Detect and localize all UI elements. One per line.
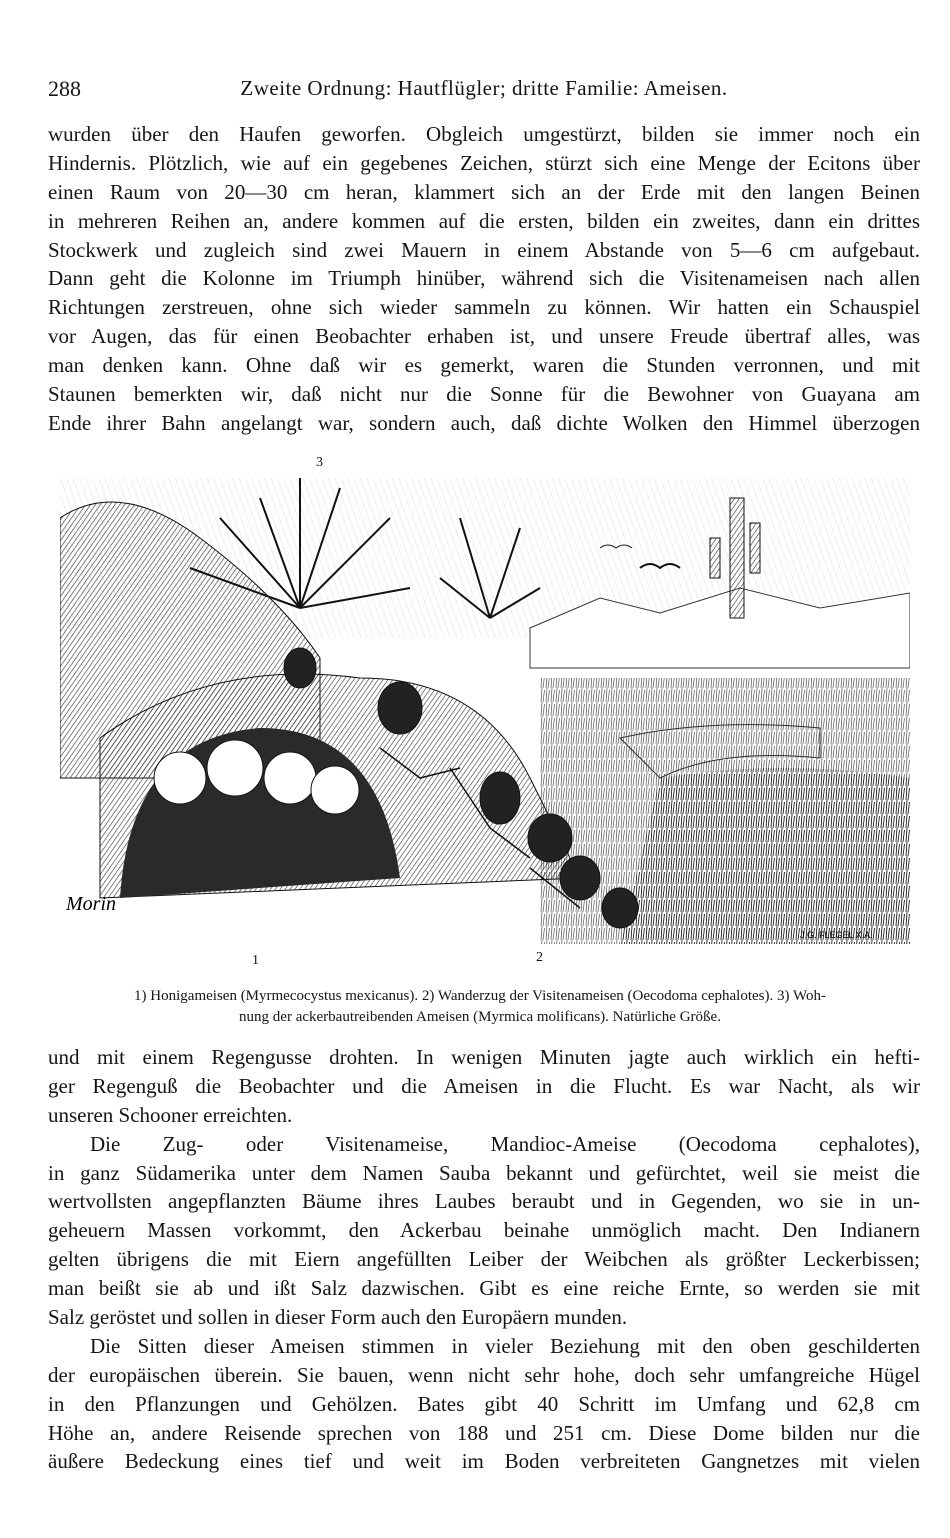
- text-line: man denken kann. Ohne daß wir es gemerkt, waren die Stunden verronnen, und mit: [48, 353, 920, 378]
- text-line: Richtungen zerstreuen, ohne sich wieder sammeln zu können. Wir hatten ein Schauspiel: [48, 295, 920, 320]
- paragraph-bottom: [48, 1043, 920, 1476]
- text-line: wertvollsten angepflanzten Bäume ihres Laubes beraubt und in Gegenden, wo sie in un-: [48, 1189, 920, 1214]
- page-number: 288: [48, 76, 81, 101]
- illustration-ant-landscape: [60, 478, 910, 944]
- artist-signature: Morin: [66, 893, 116, 915]
- figure-caption: [40, 986, 920, 1028]
- text-line: Stockwerk und zugleich sind zwei Mauern in einem Abstande von 5—6 cm aufgebaut.: [48, 237, 920, 262]
- text-line: Die Sitten dieser Ameisen stimmen in vieler Beziehung mit den oben geschilderten: [90, 1333, 920, 1358]
- text-line: in mehreren Reihen an, andere kommen auf die ersten, bilden ein zweites, dann ein drittes: [48, 208, 920, 233]
- text-line: der europäischen überein. Sie bauen, wenn nicht sehr hohe, doch sehr umfangreiche Hügel: [48, 1362, 920, 1387]
- text-line: geheuern Massen vorkommt, den Ackerbau beinahe unmöglich macht. Den Indianern: [48, 1218, 920, 1243]
- text-line: äußere Bedeckung eines tief und weit im Boden verbreiteten Gangnetzes mit vielen: [48, 1449, 920, 1474]
- engraver-signature: J.G. FLEGEL X.A.: [800, 930, 873, 940]
- text-line: unseren Schooner erreichten.: [48, 1102, 293, 1127]
- text-line: und mit einem Regengusse drohten. In wenigen Minuten jagte auch wirklich ein hefti-: [48, 1045, 920, 1069]
- text-line: Die Zug- oder Visitenameise, Mandioc-Ameise (Oecodoma cephalotes),: [90, 1131, 920, 1156]
- text-line: Ende ihrer Bahn angelangt war, sondern auch, daß dichte Wolken den Himmel überzogen: [48, 410, 920, 435]
- figure-label-1: 1: [252, 953, 259, 968]
- engraving: [60, 478, 910, 944]
- text-line: Hindernis. Plötzlich, wie auf ein gegebenes Zeichen, stürzt sich eine Menge der Ecitons über: [48, 150, 920, 175]
- text-line: in den Pflanzungen und Gehölzen. Bates gibt 40 Schritt im Umfang und 62,8 cm: [48, 1391, 920, 1416]
- text-line: ger Regenguß die Beobachter und die Ameisen in die Flucht. Es war Nacht, als wir: [48, 1073, 920, 1098]
- paragraph-top: [48, 120, 920, 438]
- text-line: in ganz Südamerika unter dem Namen Sauba bekannt und gefürchtet, weil sie meist die: [48, 1160, 920, 1185]
- text-line: wurden über den Haufen geworfen. Obgleich umgestürzt, bilden sie immer noch ein: [48, 122, 920, 146]
- caption-line: 1) Honigameisen (Myrmecocystus mexicanus). 2) Wanderzug der Visitenameisen (Oecodoma cephalotes). 3) Woh-: [134, 988, 826, 1004]
- running-title: Zweite Ordnung: Hautflügler; dritte Familie: Ameisen.: [240, 76, 728, 100]
- text-line: man beißt sie ab und ißt Salz dazwischen. Gibt es eine reiche Ernte, so werden sie mit: [48, 1276, 920, 1301]
- text-line: Höhe an, andere Reisende sprechen von 188 und 251 cm. Diese Dome bilden nur die: [48, 1420, 920, 1445]
- text-line: gelten übrigens die mit Eiern angefüllten Leiber der Weibchen als größter Leckerbissen;: [48, 1247, 920, 1272]
- figure-label-2: 2: [536, 950, 543, 965]
- running-header: [48, 76, 920, 106]
- text-line: Staunen bemerkten wir, daß nicht nur die Sonne für die Bewohner von Guayana am: [48, 382, 920, 407]
- text-line: Dann geht die Kolonne im Triumph hinüber, während sich die Visitenameisen nach allen: [48, 266, 920, 291]
- text-line: einen Raum von 20—30 cm heran, klammert sich an der Erde mit den langen Beinen: [48, 179, 920, 204]
- figure-label-3: 3: [316, 455, 323, 470]
- caption-line: nung der ackerbautreibenden Ameisen (Myrmica molificans). Natürliche Größe.: [239, 1009, 721, 1025]
- text-line: Salz geröstet und sollen in dieser Form auch den Europäern munden.: [48, 1305, 628, 1330]
- text-line: vor Augen, das für einen Beobachter erhaben ist, und unsere Freude übertraf alles, was: [48, 324, 920, 349]
